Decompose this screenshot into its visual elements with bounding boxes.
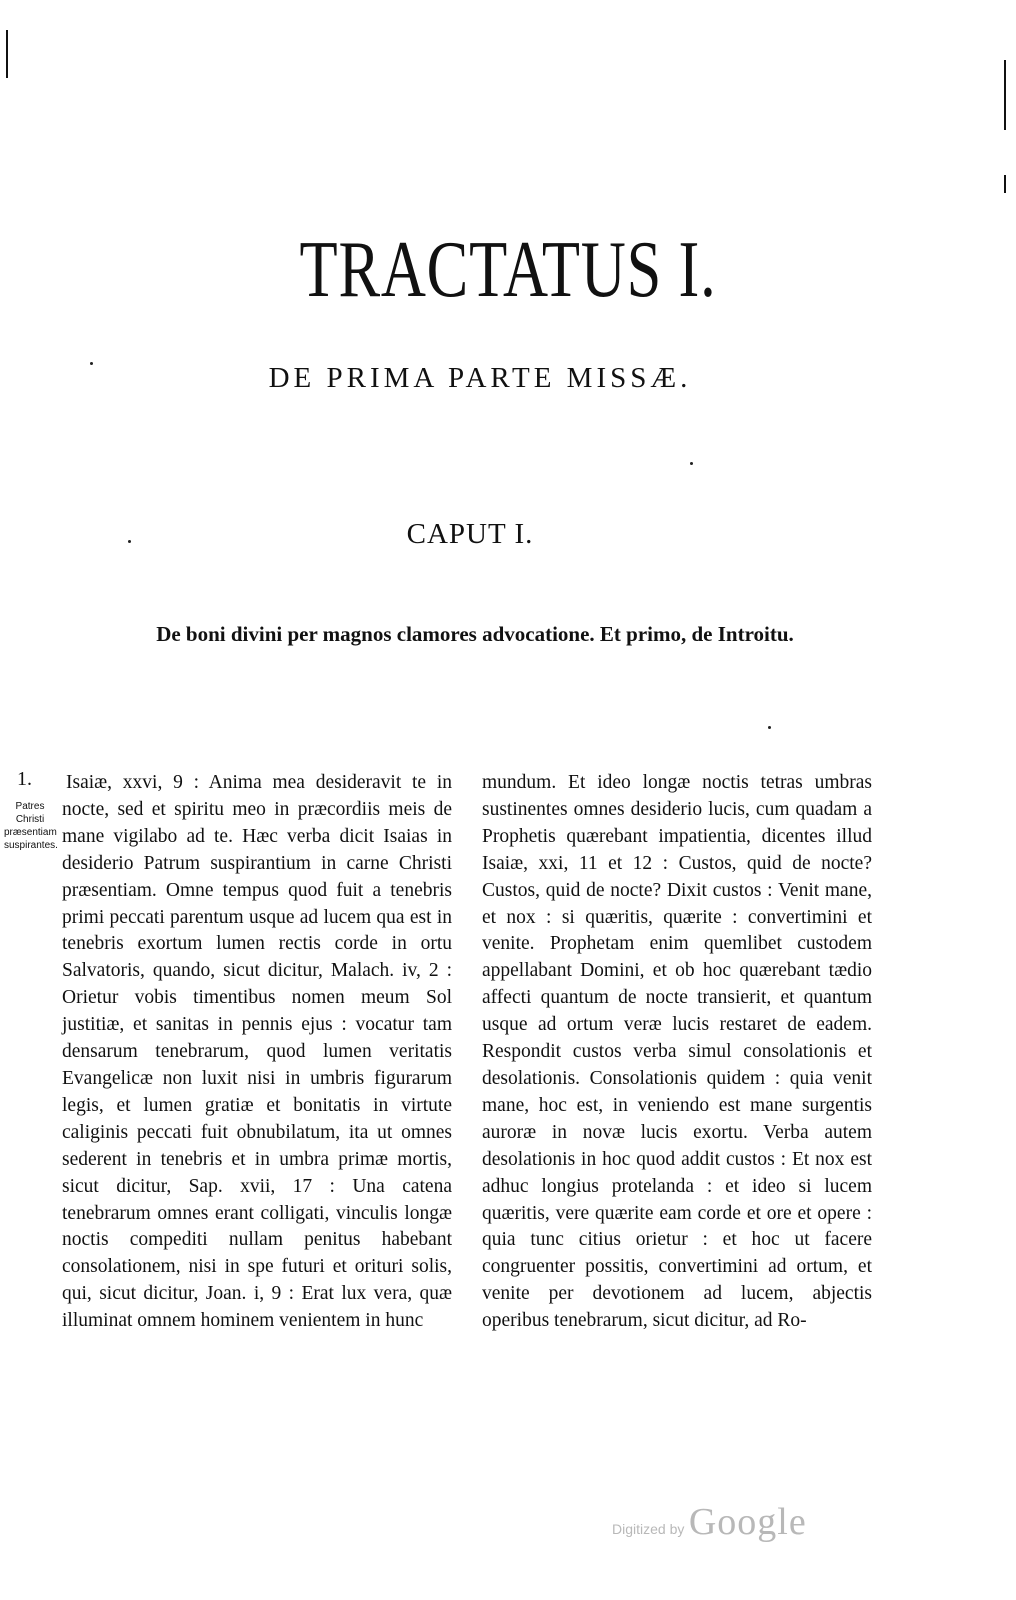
scan-edge-mark-left <box>6 30 8 78</box>
text-column-right <box>482 770 872 1335</box>
dust-speck <box>768 726 771 729</box>
scan-edge-mark-right-lower <box>1004 175 1006 193</box>
paragraph-number: 1. <box>17 768 32 790</box>
page-title: TRACTATUS I. <box>299 226 717 314</box>
body-paragraph: mundum. Et ideo longæ noctis tetras umbras sustinentes omnes desiderio lucis, cum quadam a Prophetis quærebant impatientia, dicentes illud Isaiæ, xxi, 11 et 12 : Custos, quid de nocte? Custos, quid de nocte? Dixit custos : Venit mane, et nox : si quæritis, quærite : convertimini et venite. Prophetam enim quemlibet custodem appellabant Domini, et ob hoc quærebant tædio affecti quantum de nocte transierit, et quantum usque ad ortum veræ lucis restaret de eadem. Respondit custos verba simul consolationis et desolationis. Consolationis quidem : quia venit mane, hoc est, in veniendo est mane surgentis auroræ in novæ lucis exortu. Verba autem desolationis in hoc quod addit custos : Et nox est adhuc longius protelanda : et ideo si lucem quæritis, vere quærite eam corde et ore et opere : quia tunc citius orietur : et hoc ut facere congruenter possitis, convertimini ad ortum, et venite per devotionem ad lucem, abjectis operibus tenebrarum, sicut dicitur, ad Ro- <box>482 772 872 1332</box>
watermark-prefix: Digitized by <box>612 1521 685 1537</box>
google-logo: Google <box>688 1501 807 1543</box>
dust-speck <box>690 462 693 465</box>
text-column-left <box>62 770 452 1335</box>
margin-note: Patres Christi præsentiam suspirantes. <box>4 801 58 851</box>
body-paragraph: Isaiæ, xxvi, 9 : Anima mea desideravit te in nocte, sed et spiritu meo in præcordiis meis de mane vigilabo ad te. Hæc verba dicit Isaias in desiderio Patrum suspirantium in carne Christi præsentiam. Omne tempus quod fuit a tenebris primi peccati parentum usque ad lucem qua est in tenebris exortum lumen rectis corde in ortu Salvatoris, quando, sicut dicitur, Malach. iv, 2 : Orietur vobis timentibus nomen meum Sol justitiæ, et sanitas in pennis ejus : vocatur tam densarum tenebrarum, quod lumen veritatis Evangelicæ non luxit nisi in umbris figurarum legis, et lumen gratiæ et bonitatis in virtute caliginis peccati fuit obnubilatum, ita ut omnes sederent in tenebris et in umbra primæ mortis, sicut dicitur, Sap. xvii, 17 : Una catena tenebrarum omnes erant colligati, vinculis longæ noctis compediti nullam penitus habebant consolationem, nisi in spe futuri et orituri solis, qui, sicut dicitur, Joan. i, 9 : Erat lux vera, quæ illuminat omnem hominem venientem in hunc <box>62 772 452 1332</box>
section-heading: De boni divini per magnos clamores advocatione. Et primo, de Introitu. <box>156 622 794 646</box>
digitized-watermark <box>612 1500 807 1544</box>
page-subtitle: DE PRIMA PARTE MISSÆ. <box>268 362 692 394</box>
chapter-heading: CAPUT I. <box>406 518 534 550</box>
scan-edge-mark-right <box>1004 60 1006 130</box>
